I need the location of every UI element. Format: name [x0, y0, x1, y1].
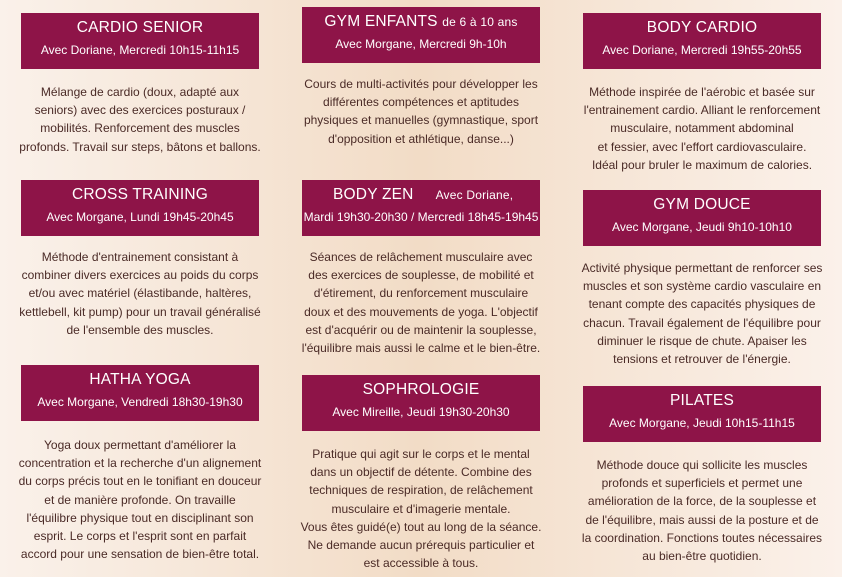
- course-description-sophrologie: Pratique qui agit sur le corps et le mental dans un objectif de détente. Combine des techniques de respiration, de relâchement musculaire et d'imagerie mentale. Vous êtes guidé(e) tout au long de la séance. Ne demande aucun prérequis particulier et est accessible à tous.: [300, 447, 542, 571]
- course-header-pilates: [583, 386, 821, 442]
- course-header-sophrologie: [302, 375, 540, 431]
- course-schedule: Avec Morgane, Lundi 19h45-20h45: [46, 210, 234, 224]
- course-description-body-zen: Séances de relâchement musculaire avec des exercices de souplesse, de mobilité et d'étirement, du renforcement musculaire doux et des mouvements de yoga. L'objectif est d'acquérir ou de maintenir la souplesse, l'équilibre mais aussi le calme et le bien-être.: [301, 250, 541, 356]
- course-schedule: Avec Doriane, Mercredi 10h15-11h15: [40, 43, 240, 57]
- course-schedule: Avec Morgane, Mercredi 9h-10h: [335, 37, 507, 51]
- course-description-gym-douce: Activité physique permettant de renforcer ses muscles et son système cardio vasculaire en tenant compte des capacités physiques de chacun. Travail également de l'équilibre pour diminuer le risque de chute. Apaiser les tensions et retrouver de l'énergie.: [581, 261, 823, 367]
- course-title: CROSS TRAINING: [71, 186, 208, 203]
- course-header-body-zen: [302, 180, 540, 236]
- course-title: GYM DOUCE: [653, 196, 751, 213]
- course-schedule: Avec Morgane, Vendredi 18h30-19h30: [37, 395, 243, 409]
- course-title: SOPHROLOGIE: [362, 381, 480, 398]
- course-schedule: Avec Morgane, Jeudi 10h15-11h15: [609, 416, 795, 430]
- course-title: BODY ZEN Avec Doriane,: [333, 186, 514, 203]
- course-header-hatha-yoga: [21, 365, 259, 421]
- course-title: PILATES: [670, 392, 734, 409]
- course-description-gym-enfants: Cours de multi-activités pour développer les différentes compétences et aptitudes physiques et manuelles (gymnastique, sport d'opposition et athlétique, danse...): [303, 77, 539, 146]
- course-instructor: Avec Doriane,: [435, 188, 514, 202]
- course-title: BODY CARDIO: [646, 19, 758, 36]
- course-header-body-cardio: [583, 13, 821, 69]
- course-description-hatha-yoga: Yoga doux permettant d'améliorer la concentration et la recherche d'un alignement du corps précis tout en le tonifiant en douceur et de manière profonde. On travaille l'équilibre physique tout en disciplinant son esprit. Le corps et l'esprit sont en parfait accord pour une sensation de bien-être total.: [18, 438, 262, 562]
- course-description-cross-training: Méthode d'entrainement consistant à combiner divers exercices au poids du corps et/ou avec matériel (élastibande, haltères, kettlebell, kit pump) pour un travail généralisé de l'ensemble des muscles.: [19, 250, 261, 337]
- course-schedule: Mardi 19h30-20h30 / Mercredi 18h45-19h45: [303, 210, 539, 224]
- course-schedule: Avec Morgane, Jeudi 9h10-10h10: [612, 220, 792, 234]
- course-header-gym-douce: [583, 190, 821, 246]
- course-header-cardio-senior: [21, 13, 259, 69]
- course-title: GYM ENFANTS de 6 à 10 ans: [324, 13, 518, 30]
- course-header-gym-enfants: [302, 7, 540, 63]
- course-schedule: Avec Mireille, Jeudi 19h30-20h30: [332, 405, 510, 419]
- course-description-body-cardio: Méthode inspirée de l'aérobic et basée sur l'entrainement cardio. Alliant le renforcement musculaire, notamment abdominal et fessier, avec l'effort cardiovasculaire. Idéal pour bruler le maximum de calories.: [583, 85, 821, 172]
- course-title: CARDIO SENIOR: [76, 19, 204, 36]
- course-age-range: de 6 à 10 ans: [442, 15, 518, 29]
- course-title: HATHA YOGA: [89, 371, 191, 388]
- course-header-cross-training: [21, 180, 259, 236]
- course-description-pilates: Méthode douce qui sollicite les muscles profonds et superficiels et permet une amélioration de la force, de la souplesse et de l'équilibre, mais aussi de la posture et de la coordination. Fonctions toutes nécessaires au bien-être quotidien.: [581, 458, 823, 564]
- course-schedule: Avec Doriane, Mercredi 19h55-20h55: [602, 43, 802, 57]
- course-description-cardio-senior: Mélange de cardio (doux, adapté aux seniors) avec des exercices posturaux / mobilités. Renforcement des muscles profonds. Travail sur steps, bâtons et ballons.: [19, 85, 261, 154]
